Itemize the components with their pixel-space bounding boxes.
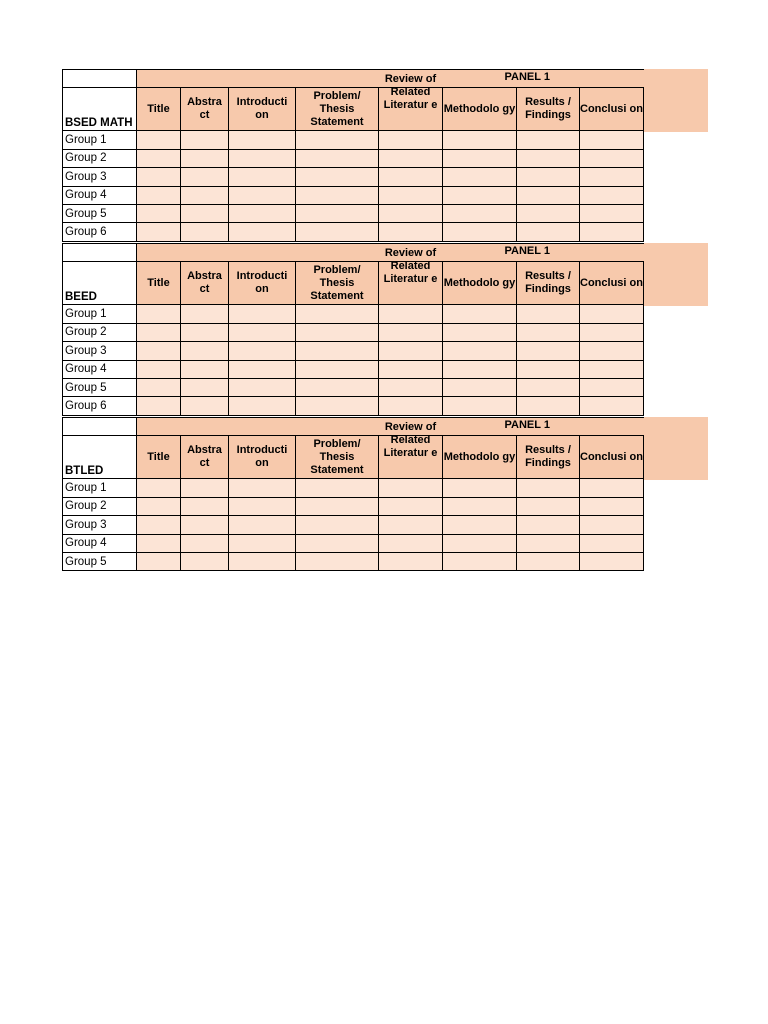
panel-band-cell [181,418,229,436]
score-cell[interactable] [137,397,181,415]
score-cell[interactable] [181,168,229,186]
column-header [137,88,181,131]
score-cell[interactable] [296,378,379,396]
column-header-label: Methodolo gy [443,102,516,115]
score-cell[interactable] [181,378,229,396]
score-cell[interactable] [181,149,229,167]
column-header-label: Title [147,102,170,115]
score-cell[interactable] [443,552,517,570]
table-row [63,360,644,378]
column-header [517,262,580,305]
column-header [181,262,229,305]
score-cell[interactable] [181,552,229,570]
score-cell[interactable] [580,342,644,360]
column-header-label: Conclusi on [580,102,643,115]
column-header [296,262,379,305]
score-cell[interactable] [229,378,296,396]
column-header-label: Review of Related Literatur e [383,421,438,460]
score-cell[interactable] [379,397,443,415]
program-name: BEED [63,262,137,305]
score-cell[interactable] [443,360,517,378]
score-cell[interactable] [443,497,517,515]
panel-band-cell [296,244,379,262]
score-cell[interactable] [229,323,296,341]
score-cell[interactable] [443,131,517,149]
score-cell[interactable] [580,305,644,323]
group-label: Group 5 [63,552,137,570]
corner-cell [63,244,137,262]
score-cell[interactable] [181,397,229,415]
score-cell[interactable] [443,186,517,204]
score-cell[interactable] [181,204,229,222]
score-cell[interactable] [517,323,580,341]
score-cell[interactable] [379,186,443,204]
score-cell[interactable] [580,378,644,396]
group-label: Group 4 [63,186,137,204]
column-header-label: Introducti on [236,444,288,470]
score-cell[interactable] [137,223,181,241]
score-cell[interactable] [137,534,181,552]
score-cell[interactable] [517,497,580,515]
score-cell[interactable] [137,516,181,534]
score-cell[interactable] [296,131,379,149]
corner-cell [63,70,137,88]
score-table [62,243,644,416]
column-header-label: Review of Related Literatur e [383,247,438,286]
score-cell[interactable] [137,305,181,323]
score-cell[interactable] [379,131,443,149]
panel-row [63,70,644,88]
table-row [63,534,644,552]
score-cell[interactable] [229,360,296,378]
score-cell[interactable] [580,552,644,570]
column-header-label: Conclusi on [580,450,643,463]
column-header-label: Problem/ Thesis Statement [310,89,364,128]
score-cell[interactable] [181,516,229,534]
group-label: Group 2 [63,497,137,515]
group-label: Group 6 [63,223,137,241]
score-cell[interactable] [229,397,296,415]
column-header-label: Conclusi on [580,276,643,289]
score-cell[interactable] [443,516,517,534]
score-cell[interactable] [137,131,181,149]
score-cell[interactable] [181,223,229,241]
score-cell[interactable] [229,342,296,360]
column-header-label: Methodolo gy [443,276,516,289]
score-cell[interactable] [517,186,580,204]
score-cell[interactable] [379,516,443,534]
column-header [443,436,517,479]
column-header-label: Introducti on [236,270,288,296]
column-header [137,262,181,305]
score-cell[interactable] [517,360,580,378]
column-header [229,88,296,131]
group-label: Group 3 [63,516,137,534]
score-cell[interactable] [379,378,443,396]
table-row [63,149,644,167]
score-cell[interactable] [443,149,517,167]
score-cell[interactable] [181,131,229,149]
score-cell[interactable] [296,149,379,167]
score-cell[interactable] [379,534,443,552]
score-cell[interactable] [580,360,644,378]
score-cell[interactable] [137,479,181,497]
score-cell[interactable] [517,305,580,323]
table-row [63,168,644,186]
score-cell[interactable] [580,186,644,204]
column-header-label: Title [147,450,170,463]
column-header [379,421,443,479]
score-cell[interactable] [229,223,296,241]
score-cell[interactable] [379,360,443,378]
score-cell[interactable] [137,168,181,186]
score-cell[interactable] [296,204,379,222]
group-label: Group 4 [63,534,137,552]
column-header [517,88,580,131]
score-cell[interactable] [229,497,296,515]
group-label: Group 1 [63,479,137,497]
table-row [63,397,644,415]
score-cell[interactable] [580,534,644,552]
score-cell[interactable] [517,397,580,415]
table-row [63,323,644,341]
score-table [62,417,644,571]
score-cell[interactable] [181,342,229,360]
column-header [443,88,517,131]
score-cell[interactable] [229,516,296,534]
table-row [63,204,644,222]
column-header-label: Abstra ct [187,96,222,122]
panel-band-cell [181,70,229,88]
column-header-label: Abstra ct [187,270,222,296]
panel-band-cell [229,70,296,88]
column-header-label: Results / Findings [525,444,571,470]
group-label: Group 5 [63,204,137,222]
header-fill [644,417,708,480]
panel-band-cell [229,244,296,262]
score-cell[interactable] [517,342,580,360]
program-name: BSED MATH [63,88,137,131]
score-cell[interactable] [517,552,580,570]
column-header-label: Introducti on [236,96,288,122]
score-cell[interactable] [181,534,229,552]
column-header [181,436,229,479]
score-cell[interactable] [517,378,580,396]
group-label: Group 1 [63,305,137,323]
group-label: Group 4 [63,360,137,378]
column-header [379,73,443,131]
score-cell[interactable] [580,149,644,167]
score-cell[interactable] [379,552,443,570]
score-cell[interactable] [580,204,644,222]
panel-row [63,244,644,262]
table-row [63,479,644,497]
column-header [229,436,296,479]
score-cell[interactable] [443,534,517,552]
panel-band-cell [504,418,580,436]
panel-band-cell [580,70,644,88]
score-cell[interactable] [580,168,644,186]
score-cell[interactable] [229,534,296,552]
score-cell[interactable] [580,131,644,149]
score-cell[interactable] [580,516,644,534]
table-row [63,186,644,204]
column-header-label: Problem/ Thesis Statement [310,437,364,476]
score-cell[interactable] [137,186,181,204]
score-cell[interactable] [181,497,229,515]
table-row [63,497,644,515]
score-cell[interactable] [296,516,379,534]
panel-band-cell [580,244,644,262]
score-cell[interactable] [137,342,181,360]
score-cell[interactable] [137,204,181,222]
table-row [63,552,644,570]
score-cell[interactable] [137,497,181,515]
score-cell[interactable] [229,186,296,204]
column-header-label: Methodolo gy [443,450,516,463]
table-row [63,223,644,241]
column-header [580,88,644,131]
score-cell[interactable] [296,305,379,323]
score-cell[interactable] [443,204,517,222]
score-cell[interactable] [443,168,517,186]
table-row [63,516,644,534]
score-cell[interactable] [517,131,580,149]
score-cell[interactable] [296,534,379,552]
score-cell[interactable] [229,168,296,186]
program-name: BTLED [63,436,137,479]
column-header [181,88,229,131]
score-cell[interactable] [379,149,443,167]
score-cell[interactable] [229,204,296,222]
column-header-label: Results / Findings [525,96,571,122]
column-header-row [63,436,644,479]
column-header [443,262,517,305]
score-cell[interactable] [580,397,644,415]
score-cell[interactable] [443,378,517,396]
table-row [63,131,644,149]
score-cell[interactable] [379,342,443,360]
score-table [62,69,644,242]
score-cell[interactable] [229,552,296,570]
score-cell[interactable] [296,397,379,415]
score-cell[interactable] [229,479,296,497]
column-header-label: Abstra ct [187,444,222,470]
panel-band-cell [296,70,379,88]
group-label: Group 3 [63,342,137,360]
panel-label: PANEL 1 [504,71,550,83]
score-cell[interactable] [379,323,443,341]
score-cell[interactable] [229,305,296,323]
table-row [63,342,644,360]
score-cell[interactable] [181,323,229,341]
score-cell[interactable] [379,479,443,497]
column-header [229,262,296,305]
score-cell[interactable] [181,360,229,378]
score-cell[interactable] [379,497,443,515]
score-cell[interactable] [443,305,517,323]
score-cell[interactable] [517,479,580,497]
score-cell[interactable] [296,360,379,378]
score-cell[interactable] [517,168,580,186]
panel-band-cell [504,70,580,88]
column-header [296,436,379,479]
group-label: Group 5 [63,378,137,396]
score-cell[interactable] [580,223,644,241]
panel-row [63,418,644,436]
column-header [580,262,644,305]
score-cell[interactable] [379,168,443,186]
score-cell[interactable] [296,186,379,204]
score-cell[interactable] [517,223,580,241]
score-cell[interactable] [379,223,443,241]
score-cell[interactable] [181,479,229,497]
score-cell[interactable] [296,168,379,186]
score-cell[interactable] [137,378,181,396]
score-cell[interactable] [296,342,379,360]
panel-label: PANEL 1 [504,419,550,431]
score-cell[interactable] [137,360,181,378]
score-cell[interactable] [443,323,517,341]
score-cell[interactable] [580,323,644,341]
score-cell[interactable] [379,305,443,323]
score-cell[interactable] [137,552,181,570]
group-label: Group 2 [63,323,137,341]
group-label: Group 1 [63,131,137,149]
group-label: Group 6 [63,397,137,415]
score-cell[interactable] [517,149,580,167]
score-cell[interactable] [443,223,517,241]
score-cell[interactable] [517,534,580,552]
corner-cell [63,418,137,436]
score-cell[interactable] [296,552,379,570]
score-cell[interactable] [296,497,379,515]
score-cell[interactable] [296,223,379,241]
panel-band-cell [229,418,296,436]
panel-band-cell [137,418,181,436]
column-header [296,88,379,131]
panel-band-cell [504,244,580,262]
header-fill [644,69,708,132]
score-cell[interactable] [379,204,443,222]
score-cell[interactable] [296,323,379,341]
score-cell[interactable] [580,497,644,515]
column-header [580,436,644,479]
score-cell[interactable] [296,479,379,497]
column-header-label: Title [147,276,170,289]
score-cell[interactable] [517,516,580,534]
panel-label: PANEL 1 [504,245,550,257]
column-header-label: Review of Related Literatur e [383,73,438,112]
score-cell[interactable] [137,323,181,341]
score-cell[interactable] [229,131,296,149]
score-cell[interactable] [580,479,644,497]
column-header-row [63,262,644,305]
group-label: Group 3 [63,168,137,186]
score-cell[interactable] [443,479,517,497]
panel-band-cell [137,244,181,262]
score-cell[interactable] [181,305,229,323]
column-header [379,247,443,305]
header-fill [644,243,708,306]
group-label: Group 2 [63,149,137,167]
panel-band-cell [296,418,379,436]
table-row [63,378,644,396]
score-cell[interactable] [517,204,580,222]
score-cell[interactable] [443,397,517,415]
column-header [137,436,181,479]
score-cell[interactable] [229,149,296,167]
score-cell[interactable] [137,149,181,167]
column-header [517,436,580,479]
panel-band-cell [580,418,644,436]
score-cell[interactable] [443,342,517,360]
panel-band-cell [137,70,181,88]
column-header-label: Results / Findings [525,270,571,296]
column-header-row [63,88,644,131]
column-header-label: Problem/ Thesis Statement [310,263,364,302]
score-cell[interactable] [181,186,229,204]
panel-band-cell [181,244,229,262]
table-row [63,305,644,323]
